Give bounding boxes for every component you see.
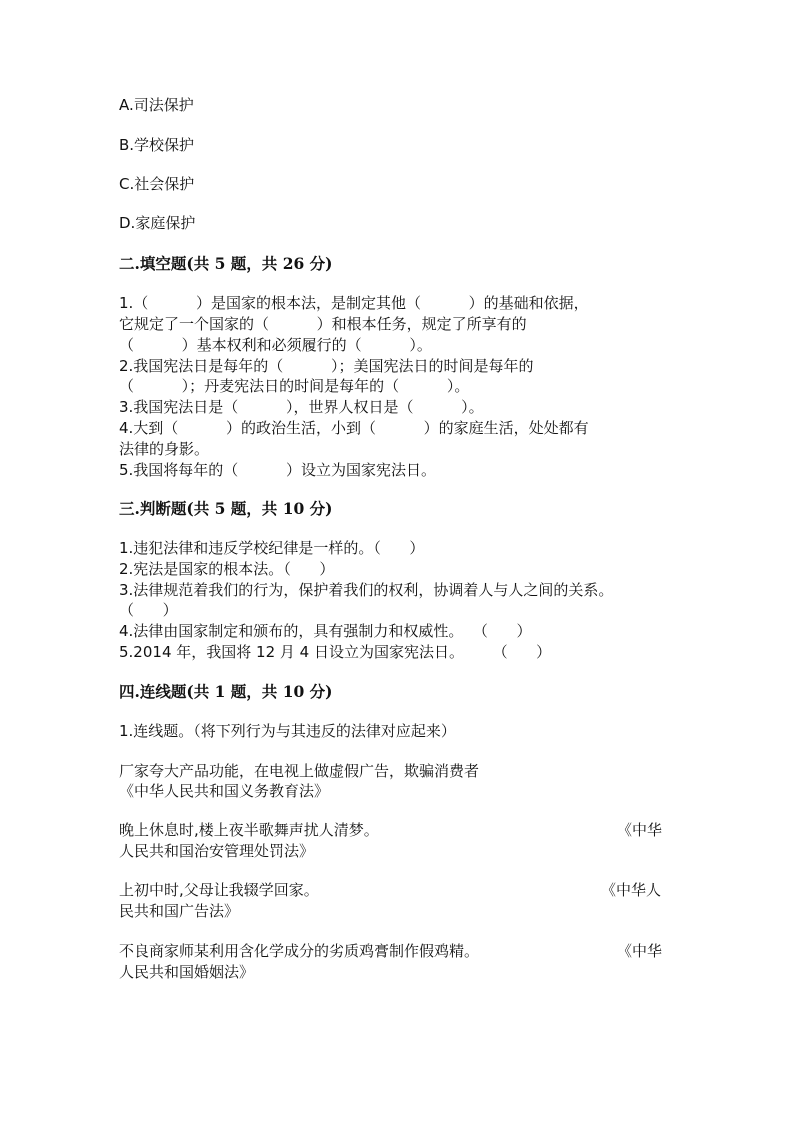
true-false-line: 1.违犯法律和违反学校纪律是一样的。（ ） bbox=[119, 539, 425, 557]
option-a: A.司法保护 bbox=[119, 96, 194, 114]
matching-item-law-start: 《中华 bbox=[617, 821, 663, 839]
option-d: D.家庭保护 bbox=[119, 214, 196, 232]
fill-blank-line: 4.大到（ ）的政治生活，小到（ ）的家庭生活，处处都有 bbox=[119, 419, 589, 437]
fill-blank-line: 5.我国将每年的（ ）设立为国家宪法日。 bbox=[119, 461, 436, 479]
fill-blank-line: 它规定了一个国家的（ ）和根本任务，规定了所享有的 bbox=[119, 315, 527, 333]
true-false-line: 4.法律由国家制定和颁布的，具有强制力和权威性。 （ ） bbox=[119, 622, 532, 640]
fill-blank-line: 1.（ ）是国家的根本法，是制定其他（ ）的基础和依据， bbox=[119, 294, 589, 312]
matching-item-law: 《中华人民共和国义务教育法》 bbox=[119, 782, 330, 800]
matching-item-law: 人民共和国治安管理处罚法》 bbox=[119, 842, 315, 860]
fill-blank-line: （ ）基本权利和必须履行的（ ）。 bbox=[119, 336, 432, 354]
matching-item-law-start: 《中华人 bbox=[601, 881, 662, 899]
matching-item-law: 民共和国广告法》 bbox=[119, 902, 240, 920]
section-heading-matching: 四.连线题(共 1 题，共 10 分) bbox=[119, 682, 333, 701]
matching-item-behavior: 不良商家师某利用含化学成分的劣质鸡膏制作假鸡精。 bbox=[119, 942, 480, 960]
true-false-line: 2.宪法是国家的根本法。（ ） bbox=[119, 560, 335, 578]
matching-item-law-start: 《中华 bbox=[617, 942, 663, 960]
matching-question: 1.连线题。（将下列行为与其违反的法律对应起来） bbox=[119, 722, 456, 740]
matching-item-behavior: 上初中时,父母让我辍学回家。 bbox=[119, 881, 319, 899]
fill-blank-line: 3.我国宪法日是（ ），世界人权日是（ ）。 bbox=[119, 398, 484, 416]
matching-item-law: 人民共和国婚姻法》 bbox=[119, 963, 255, 981]
true-false-line: 5.2014 年，我国将 12 月 4 日设立为国家宪法日。 （ ） bbox=[119, 643, 552, 661]
matching-item-behavior: 晚上休息时,楼上夜半歌舞声扰人清梦。 bbox=[119, 821, 379, 839]
true-false-line: 3.法律规范着我们的行为，保护着我们的权利，协调着人与人之间的关系。 bbox=[119, 581, 614, 599]
option-c: C.社会保护 bbox=[119, 175, 195, 193]
section-heading-fill-blank: 二.填空题(共 5 题，共 26 分) bbox=[119, 254, 333, 273]
option-b: B.学校保护 bbox=[119, 136, 195, 154]
matching-item-behavior: 厂家夸大产品功能，在电视上做虚假广告，欺骗消费者 bbox=[119, 762, 480, 780]
fill-blank-line: （ ）；丹麦宪法日的时间是每年的（ ）。 bbox=[119, 377, 470, 395]
section-heading-true-false: 三.判断题(共 5 题，共 10 分) bbox=[119, 499, 333, 518]
true-false-line: （ ） bbox=[119, 601, 178, 619]
fill-blank-line: 法律的身影。 bbox=[119, 440, 210, 458]
fill-blank-line: 2.我国宪法日是每年的（ ）；美国宪法日的时间是每年的 bbox=[119, 357, 534, 375]
